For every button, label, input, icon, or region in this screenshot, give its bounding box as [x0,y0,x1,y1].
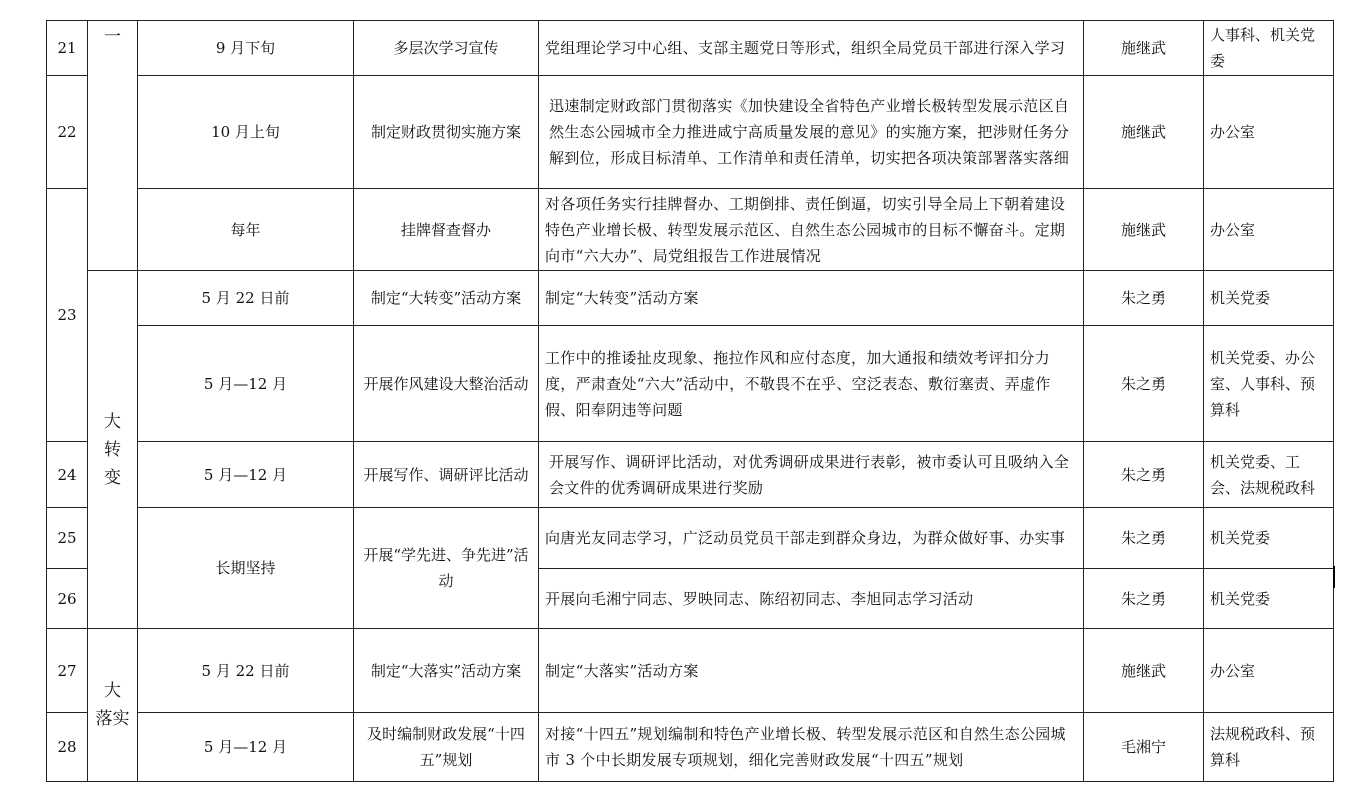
row-number-24: 24 [46,441,88,508]
row-number-28: 28 [46,712,88,782]
dept-cell: 办公室 [1203,75,1334,189]
category-big-transform [87,270,138,629]
leader-cell: 毛湘宁 [1083,712,1204,782]
time-cell: 每年 [137,188,354,271]
leader-cell: 朱之勇 [1083,441,1204,508]
category-char: 转 [104,439,121,460]
time-cell: 5 月—12 月 [137,441,354,508]
content-cell: 开展写作、调研评比活动，对优秀调研成果进行表彰，被市委认可且吸纳入全会文件的优秀调研成果进行奖励 [538,441,1084,508]
content-cell: 对各项任务实行挂牌督办、工期倒排、责任倒逼，切实引导全局上下朝着建设特色产业增长极、转型发展示范区、自然生态公园城市的目标不懈奋斗。定期向市“六大办”、局党组报告工作进展情况 [538,188,1084,271]
leader-cell: 施继武 [1083,628,1204,713]
leader-cell: 朱之勇 [1083,568,1204,629]
row-number-21: 21 [46,20,88,76]
content-cell: 迅速制定财政部门贯彻落实《加快建设全省特色产业增长极转型发展示范区自然生态公园城市全力推进咸宁高质量发展的意见》的实施方案，把涉财任务分解到位，形成目标清单、工作清单和责任清单，切实把各项决策部署落实落细 [538,75,1084,189]
content-cell: 制定“大转变”活动方案 [538,270,1084,326]
time-cell: 9 月下旬 [137,20,354,76]
dept-cell: 人事科、机关党委 [1203,20,1334,76]
text-cursor [1333,566,1335,588]
category-char: 大 [104,681,121,701]
dept-cell: 机关党委 [1203,507,1334,569]
row-number-27: 27 [46,628,88,713]
row-number-23: 23 [46,188,88,442]
leader-cell: 施继武 [1083,75,1204,189]
leader-cell: 施继武 [1083,188,1204,271]
item-cell: 及时编制财政发展“十四五”规划 [353,712,539,782]
category-char: 落实 [95,709,130,729]
dept-cell: 机关党委 [1203,568,1334,629]
item-cell: 开展作风建设大整治活动 [353,325,539,442]
item-cell: 多层次学习宣传 [353,20,539,76]
item-cell: 制定“大转变”活动方案 [353,270,539,326]
item-cell: 制定财政贯彻实施方案 [353,75,539,189]
dept-cell: 法规税政科、预算科 [1203,712,1334,782]
item-cell: 制定“大落实”活动方案 [353,628,539,713]
item-cell: 挂牌督查督办 [353,188,539,271]
time-cell: 长期坚持 [137,507,354,629]
leader-cell: 朱之勇 [1083,270,1204,326]
category-big-implement [87,628,138,782]
row-number-25: 25 [46,507,88,569]
dept-cell: 机关党委、工会、法规税政科 [1203,441,1334,508]
category-one-label: 一 [104,27,121,47]
content-cell: 党组理论学习中心组、支部主题党日等形式，组织全局党员干部进行深入学习 [538,20,1084,76]
content-cell: 制定“大落实”活动方案 [538,628,1084,713]
leader-cell: 朱之勇 [1083,325,1204,442]
dept-cell: 办公室 [1203,188,1334,271]
row-number-22: 22 [46,75,88,189]
content-cell: 工作中的推诿扯皮现象、拖拉作风和应付态度，加大通报和绩效考评扣分力度，严肃查处“六大”活动中，不敬畏不在乎、空泛表态、敷衍塞责、弄虚作假、阳奉阴违等问题 [538,325,1084,442]
time-cell: 5 月—12 月 [137,712,354,782]
item-cell: 开展写作、调研评比活动 [353,441,539,508]
category-one [87,20,138,271]
content-cell: 开展向毛湘宁同志、罗映同志、陈绍初同志、李旭同志学习活动 [538,568,1084,629]
category-big-implement-label [96,677,130,733]
dept-cell: 机关党委、办公室、人事科、预算科 [1203,325,1334,442]
item-cell: 开展“学先进、争先进”活动 [353,507,539,629]
dept-cell: 机关党委 [1203,270,1334,326]
content-cell: 对接“十四五”规划编制和特色产业增长极、转型发展示范区和自然生态公园城市 3 个中长期发展专项规划，细化完善财政发展“十四五”规划 [538,712,1084,782]
time-cell: 5 月 22 日前 [137,628,354,713]
category-big-transform-label [104,408,121,492]
row-number-26: 26 [46,568,88,629]
content-cell: 向唐光友同志学习，广泛动员党员干部走到群众身边，为群众做好事、办实事 [538,507,1084,569]
category-char: 变 [104,467,121,488]
time-cell: 10 月上旬 [137,75,354,189]
leader-cell: 朱之勇 [1083,507,1204,569]
dept-cell: 办公室 [1203,628,1334,713]
time-cell: 5 月—12 月 [137,325,354,442]
category-char: 大 [104,411,121,432]
leader-cell: 施继武 [1083,20,1204,76]
time-cell: 5 月 22 日前 [137,270,354,326]
